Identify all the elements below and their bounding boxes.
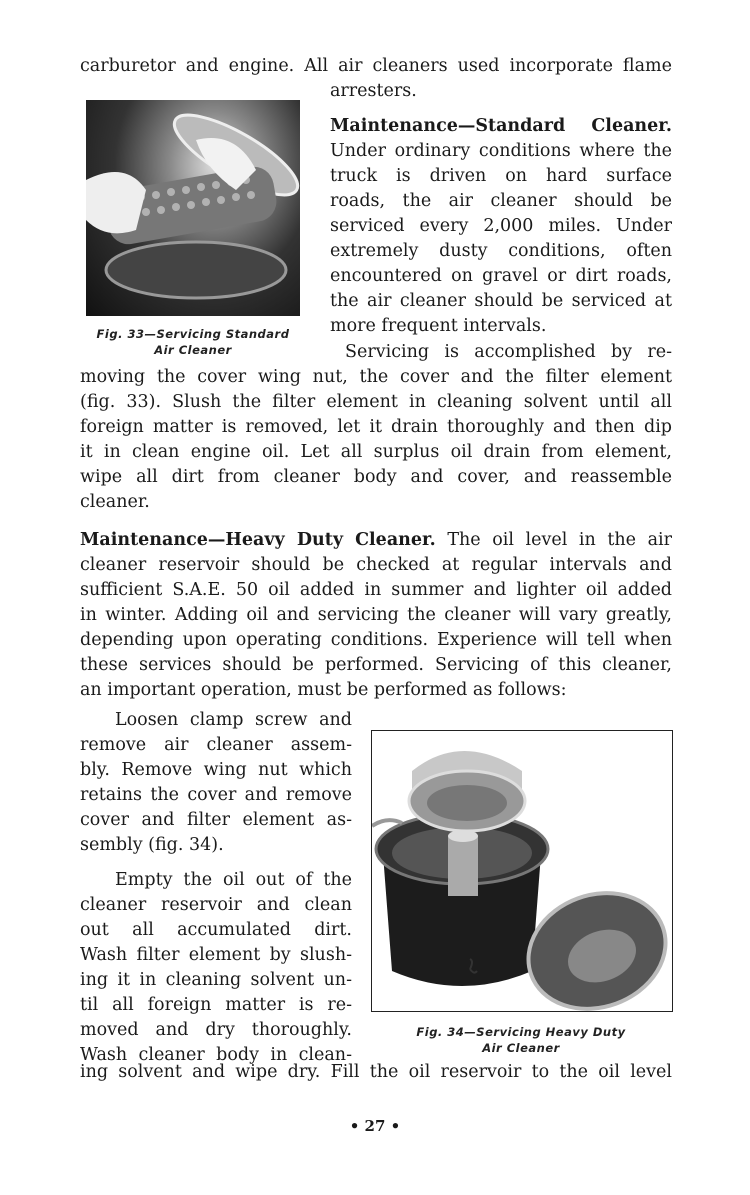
text-line: Loosen clamp screw and [115, 710, 352, 730]
figure-33-caption-line1: Fig. 33—Servicing Standard [96, 327, 290, 341]
text-block-left-column [80, 708, 352, 1068]
text-line: more frequent intervals. [330, 316, 547, 336]
text-line: the air cleaner should be serviced at [330, 291, 672, 311]
text-line: these services should be performed. Servicing of this cleaner, [80, 655, 672, 675]
text-line: til all foreign matter is re- [80, 995, 352, 1015]
text-line: Empty the oil out of the [115, 870, 352, 890]
text-block-bottom [80, 1060, 672, 1085]
text-line [330, 114, 672, 139]
figure-34-caption-line1: Fig. 34—Servicing Heavy Duty [416, 1025, 626, 1039]
text-line: (fig. 33). Slush the filter element in cleaning solvent until all [80, 392, 672, 412]
figure-34-photo [371, 730, 673, 1012]
text-line: out all accumulated dirt. [80, 920, 352, 940]
text-line: arresters. [330, 81, 417, 101]
text-line: an important operation, must be performed as follows: [80, 680, 567, 700]
text-line: encountered on gravel or dirt roads, [330, 266, 672, 286]
text-block-standard-cleaner [330, 114, 672, 339]
text-line: Servicing is accomplished by re- [345, 342, 672, 362]
text-line: Wash filter element by slush- [80, 945, 352, 965]
text-line: retains the cover and remove [80, 785, 352, 805]
page-number: • 27 • [349, 1117, 401, 1135]
text-line: remove air cleaner assem- [80, 735, 352, 755]
text-line: sembly (fig. 34). [80, 835, 224, 855]
figure-34-caption [371, 1024, 671, 1056]
paragraph-gap [80, 858, 352, 868]
text-line: truck is driven on hard surface [330, 166, 672, 186]
text-block-servicing [80, 340, 672, 515]
text-line: cleaner reservoir should be checked at regular intervals and [80, 555, 672, 575]
text-block-top [80, 54, 672, 79]
text-line: moved and dry thoroughly. [80, 1020, 352, 1040]
text-block-arresters [330, 79, 672, 104]
text-line: moving the cover wing nut, the cover and the filter element [80, 367, 672, 387]
text-line: bly. Remove wing nut which [80, 760, 352, 780]
text-line: cleaner. [80, 492, 150, 512]
air-cleaner-illustration [86, 100, 300, 316]
figure-33-caption-line2: Air Cleaner [154, 343, 232, 357]
text-line: cover and filter element as- [80, 810, 352, 830]
text-line: sufficient S.A.E. 50 oil added in summer and lighter oil added [80, 580, 672, 600]
text-line: it in clean engine oil. Let all surplus oil drain from element, [80, 442, 672, 462]
text-line: cleaner reservoir and clean [80, 895, 352, 915]
text-line: carburetor and engine. All air cleaners used incorporate flame [80, 56, 672, 76]
figure-33-photo [86, 100, 300, 316]
text-line: roads, the air cleaner should be [330, 191, 672, 211]
text-line: Maintenance—Heavy Duty Cleaner. The oil level in the air [80, 530, 673, 550]
text-block-heavy-duty [80, 528, 672, 703]
text-line: serviced every 2,000 miles. Under [330, 216, 672, 236]
text-line: wipe all dirt from cleaner body and cover, and reassemble [80, 467, 672, 487]
text-line: in winter. Adding oil and servicing the cleaner will vary greatly, [80, 605, 672, 625]
figure-33-caption [86, 326, 300, 358]
heavy-duty-air-cleaner-illustration [372, 731, 672, 1011]
section-heading: Maintenance—Heavy Duty Cleaner. [80, 530, 436, 550]
section-heading: Maintenance—Standard Cleaner. [330, 116, 672, 136]
text-line: ing solvent and wipe dry. Fill the oil reservoir to the oil level [80, 1062, 672, 1082]
figure-34-caption-line2: Air Cleaner [482, 1041, 560, 1055]
text-line: Under ordinary conditions where the [330, 141, 672, 161]
text-line: foreign matter is removed, let it drain thoroughly and then dip [80, 417, 672, 437]
text-line: Wash cleaner body in clean- [80, 1045, 352, 1065]
text-line: extremely dusty conditions, often [330, 241, 672, 261]
text-line: ing it in cleaning solvent un- [80, 970, 352, 990]
text-line: depending upon operating conditions. Experience will tell when [80, 630, 672, 650]
